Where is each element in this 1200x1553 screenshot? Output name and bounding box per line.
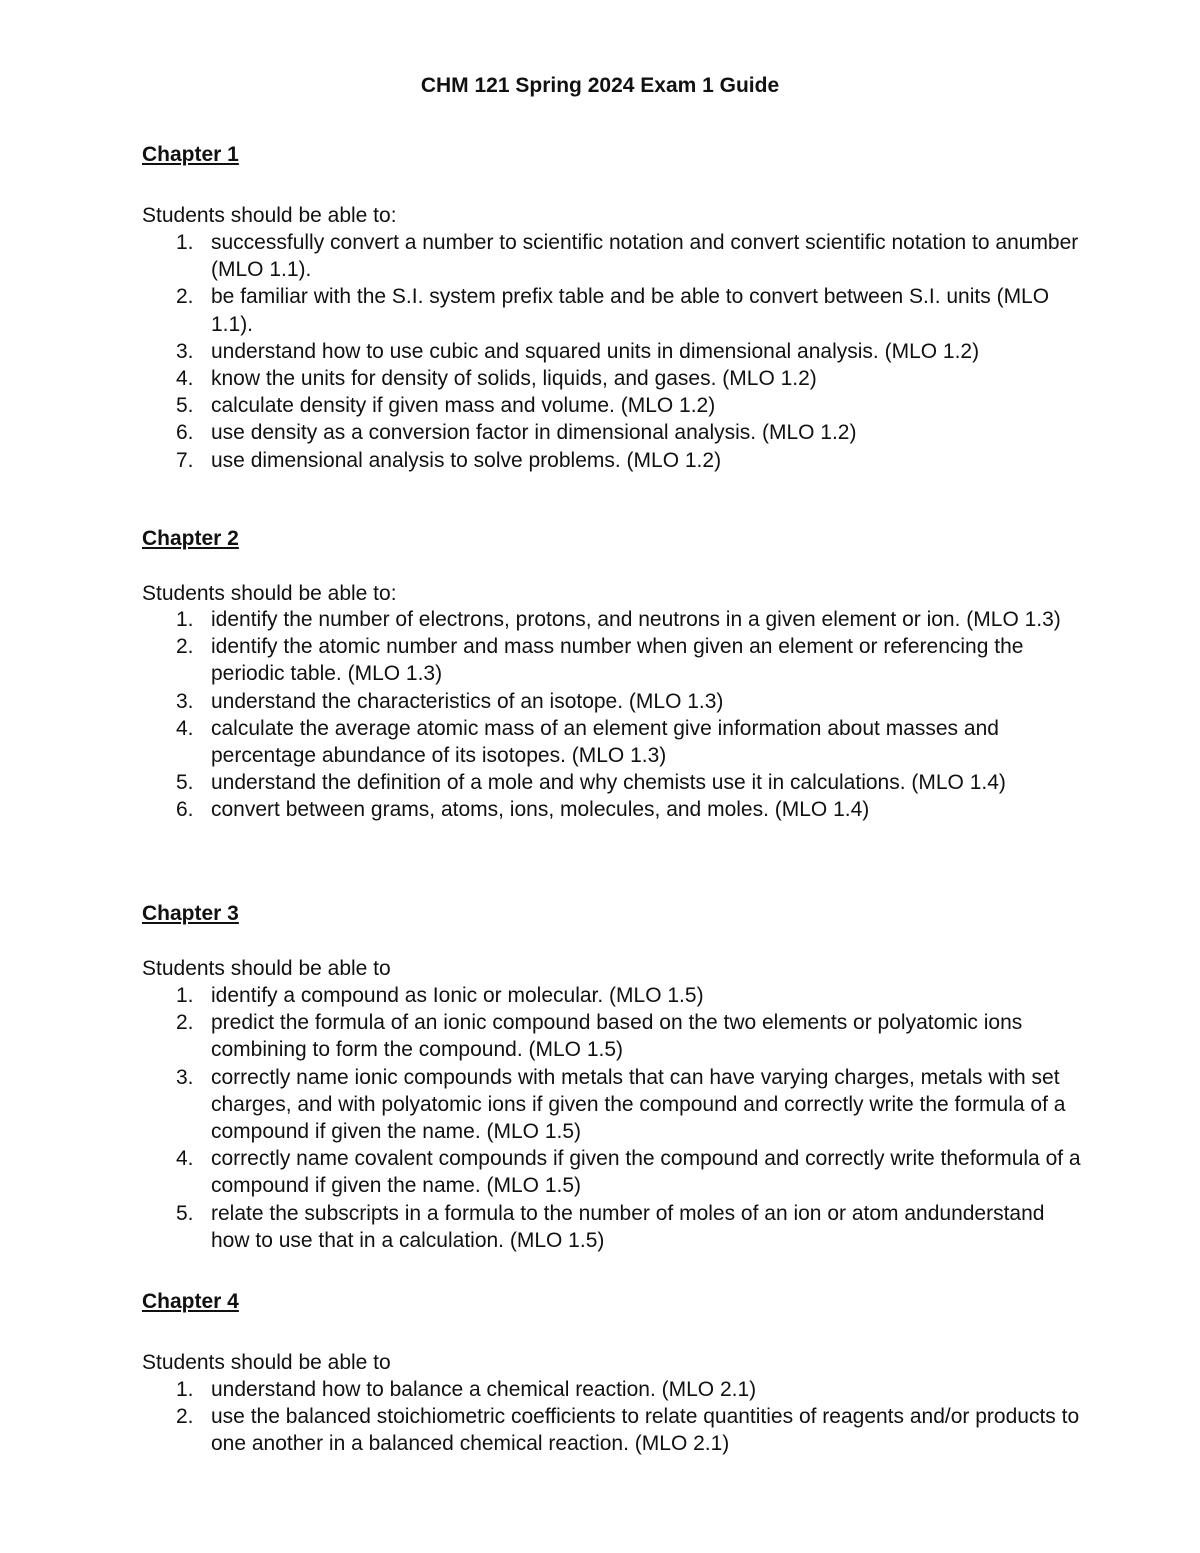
list-item-text: be familiar with the S.I. system prefix table and be able to convert between S.I. units (MLO 1.1). bbox=[211, 285, 1050, 336]
chapter-3-list bbox=[142, 982, 1082, 1254]
list-item bbox=[142, 229, 1082, 283]
list-item-number: 1. bbox=[176, 231, 194, 254]
list-item bbox=[142, 769, 1082, 796]
list-item bbox=[142, 606, 1082, 633]
document-title: CHM 121 Spring 2024 Exam 1 Guide bbox=[420, 74, 780, 97]
list-item-text: calculate density if given mass and volume. (MLO 1.2) bbox=[211, 394, 716, 418]
chapter-2-heading: Chapter 2 bbox=[142, 527, 239, 550]
list-item-text: correctly name ionic compounds with metals that can have varying charges, metals with set charges, and with polyatomic ions if given the compound and correctly write the formula of a compound if given the name. (MLO 1.5) bbox=[211, 1065, 1066, 1144]
chapter-1-intro: Students should be able to: bbox=[142, 204, 397, 227]
list-item-number: 3. bbox=[176, 339, 194, 363]
list-item-text: understand the characteristics of an isotope. (MLO 1.3) bbox=[211, 689, 724, 713]
list-item bbox=[142, 1376, 1082, 1403]
list-item bbox=[142, 715, 1082, 769]
chapter-2-list bbox=[142, 606, 1082, 824]
list-item bbox=[142, 365, 1082, 392]
list-item bbox=[142, 796, 1082, 823]
chapter-3-heading: Chapter 3 bbox=[142, 902, 239, 925]
list-item bbox=[142, 1009, 1082, 1063]
list-item bbox=[142, 1145, 1082, 1199]
list-item-text: use dimensional analysis to solve problems. (MLO 1.2) bbox=[211, 448, 722, 472]
list-item-text: know the units for density of solids, liquids, and gases. (MLO 1.2) bbox=[211, 367, 817, 391]
list-item-number: 6. bbox=[176, 798, 194, 822]
list-item-number: 4. bbox=[176, 716, 194, 740]
list-item-number: 5. bbox=[176, 771, 194, 795]
chapter-4-heading: Chapter 4 bbox=[142, 1290, 239, 1313]
list-item bbox=[142, 1200, 1082, 1254]
chapter-1-list bbox=[142, 229, 1082, 474]
list-item-text: use density as a conversion factor in dimensional analysis. (MLO 1.2) bbox=[211, 421, 857, 445]
list-item-text: relate the subscripts in a formula to the number of moles of an ion or atom andunderstand how to use that in a calculation. (MLO 1.5) bbox=[211, 1201, 1045, 1252]
list-item-number: 7. bbox=[176, 448, 194, 472]
list-item-number: 2. bbox=[176, 285, 194, 309]
list-item-text: convert between grams, atoms, ions, molecules, and moles. (MLO 1.4) bbox=[211, 798, 870, 822]
list-item bbox=[142, 447, 1082, 474]
list-item-text: successfully convert a number to scientific notation and convert scientific notation to anumber (MLO 1.1). bbox=[211, 231, 1079, 282]
chapter-2-intro: Students should be able to: bbox=[142, 582, 397, 605]
chapter-1-heading: Chapter 1 bbox=[142, 143, 239, 166]
list-item-number: 1. bbox=[176, 1378, 194, 1401]
list-item-text: predict the formula of an ionic compound based on the two elements or polyatomic ions combining to form the compound. (MLO 1.5) bbox=[211, 1011, 1023, 1062]
list-item-number: 3. bbox=[176, 1065, 194, 1089]
list-item bbox=[142, 1064, 1082, 1146]
list-item bbox=[142, 392, 1082, 419]
list-item-text: understand the definition of a mole and why chemists use it in calculations. (MLO 1.4) bbox=[211, 771, 1006, 795]
list-item bbox=[142, 283, 1082, 337]
list-item-number: 1. bbox=[176, 608, 194, 631]
list-item-number: 2. bbox=[176, 1405, 194, 1429]
list-item bbox=[142, 688, 1082, 715]
chapter-3-intro: Students should be able to bbox=[142, 957, 391, 980]
list-item-text: correctly name covalent compounds if given the compound and correctly write theformula of a compound if given the name. (MLO 1.5) bbox=[211, 1147, 1081, 1198]
list-item-number: 6. bbox=[176, 421, 194, 445]
list-item-number: 1. bbox=[176, 984, 194, 1007]
list-item-number: 4. bbox=[176, 1147, 194, 1171]
chapter-4-list bbox=[142, 1376, 1082, 1458]
list-item-text: use the balanced stoichiometric coefficients to relate quantities of reagents and/or products to one another in a balanced chemical reaction. (MLO 2.1) bbox=[211, 1405, 1080, 1456]
list-item-text: calculate the average atomic mass of an element give information about masses and percentage abundance of its isotopes. (MLO 1.3) bbox=[211, 716, 999, 768]
list-item-text: identify a compound as Ionic or molecular. (MLO 1.5) bbox=[211, 984, 704, 1007]
list-item bbox=[142, 338, 1082, 365]
list-item-text: identify the atomic number and mass number when given an element or referencing the periodic table. (MLO 1.3) bbox=[211, 635, 1024, 686]
list-item-number: 2. bbox=[176, 1011, 194, 1035]
list-item-text: understand how to use cubic and squared units in dimensional analysis. (MLO 1.2) bbox=[211, 339, 980, 363]
list-item-number: 5. bbox=[176, 1201, 194, 1225]
list-item bbox=[142, 982, 1082, 1009]
chapter-4-intro: Students should be able to bbox=[142, 1351, 391, 1374]
list-item bbox=[142, 419, 1082, 446]
list-item-number: 5. bbox=[176, 394, 194, 418]
list-item bbox=[142, 633, 1082, 687]
list-item-number: 2. bbox=[176, 635, 194, 659]
list-item-number: 4. bbox=[176, 367, 194, 391]
list-item-text: understand how to balance a chemical reaction. (MLO 2.1) bbox=[211, 1378, 757, 1401]
list-item-number: 3. bbox=[176, 689, 194, 713]
list-item bbox=[142, 1403, 1082, 1457]
list-item-text: identify the number of electrons, protons, and neutrons in a given element or ion. (MLO 1.3) bbox=[211, 608, 1061, 631]
